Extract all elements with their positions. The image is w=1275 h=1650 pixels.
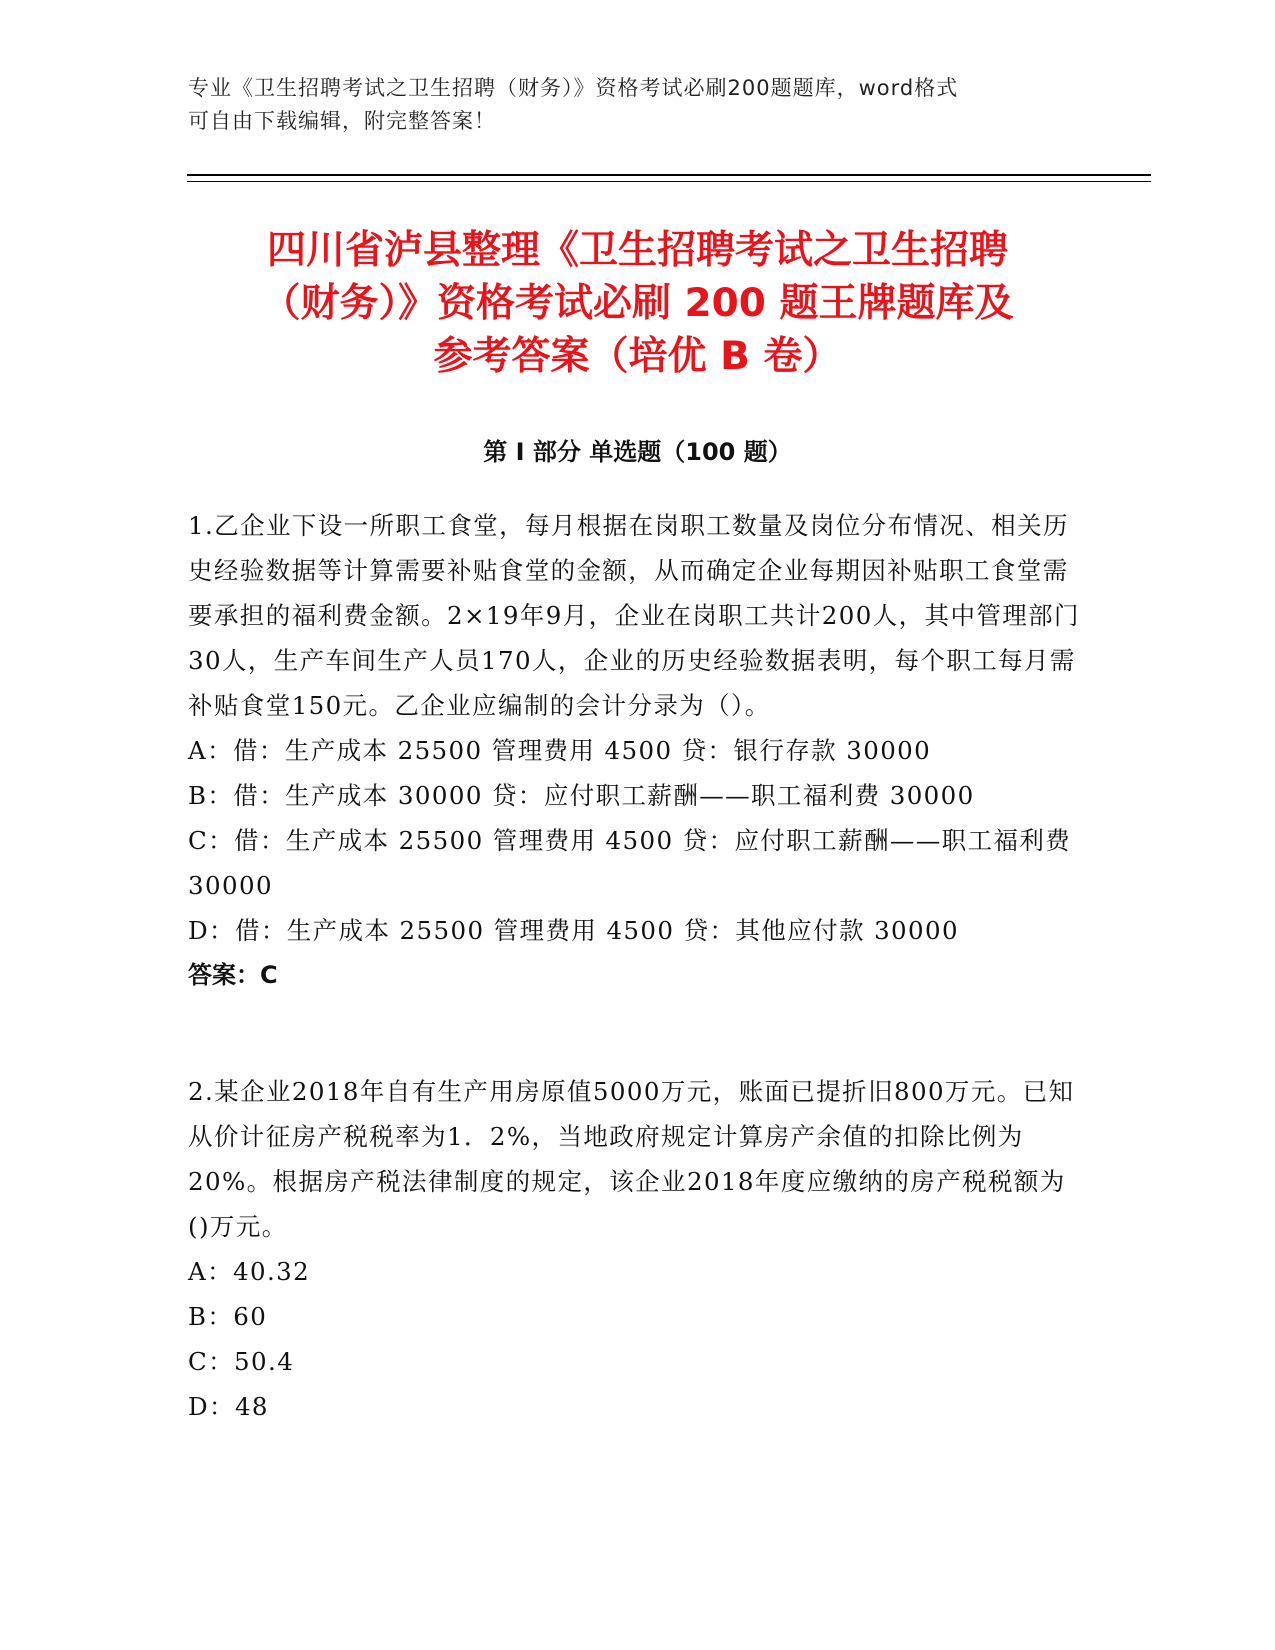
answer: 答案：C — [188, 961, 278, 989]
question-stem: 1.乙企业下设一所职工食堂，每月根据在岗职工数量及岗位分布情况、相关历史经验数据等计算需要补贴食堂的金额，从而确定企业每期因补贴职工食堂需要承担的福利费金额。2×19年9月，企业在岗职工共计200人，其中管理部门30人，生产车间生产人员170人，企业的历史经验数据表明，每个职工每月需补贴食堂150元。乙企业应编制的会计分录为（）。 — [188, 511, 1080, 720]
option-a: A：借：生产成本 25500 管理费用 4500 贷：银行存款 30000 — [188, 736, 932, 765]
title-line-3: 参考答案（培优 B 卷） — [433, 334, 842, 379]
option-a: A：40.32 — [188, 1257, 311, 1286]
option-b: B：借：生产成本 30000 贷：应付职工薪酬——职工福利费 30000 — [188, 781, 975, 810]
option-b: B：60 — [188, 1302, 268, 1331]
header-divider-thick — [187, 174, 1151, 176]
title-line-2: （财务）》资格考试必刷 200 题王牌题库及 — [261, 281, 1014, 326]
option-d: D：借：生产成本 25500 管理费用 4500 贷：其他应付款 30000 — [188, 916, 960, 945]
option-d: D：48 — [188, 1392, 269, 1421]
question-2 — [188, 1069, 1083, 1429]
option-c: C：借：生产成本 25500 管理费用 4500 贷：应付职工薪酬——职工福利费 30000 — [188, 826, 1072, 900]
document-header — [188, 72, 1088, 138]
title-line-1: 四川省泸县整理《卫生招聘考试之卫生招聘 — [266, 228, 1008, 273]
option-c: C：50.4 — [188, 1347, 295, 1376]
header-divider-thin — [187, 181, 1151, 182]
question-stem: 2.某企业2018年自有生产用房原值5000万元，账面已提折旧800万元。已知从价计征房产税税率为1．2%，当地政府规定计算房产余值的扣除比例为20%。根据房产税法律制度的规定，该企业2018年度应缴纳的房产税税额为()万元。 — [188, 1077, 1075, 1241]
header-line-1: 专业《卫生招聘考试之卫生招聘（财务）》资格考试必刷200题题库，word格式 — [188, 76, 959, 100]
section-title: 第 I 部分 单选题（100 题） — [483, 438, 792, 466]
header-line-2: 可自由下载编辑，附完整答案！ — [188, 109, 496, 133]
document-title — [160, 224, 1115, 383]
question-1 — [188, 503, 1083, 998]
